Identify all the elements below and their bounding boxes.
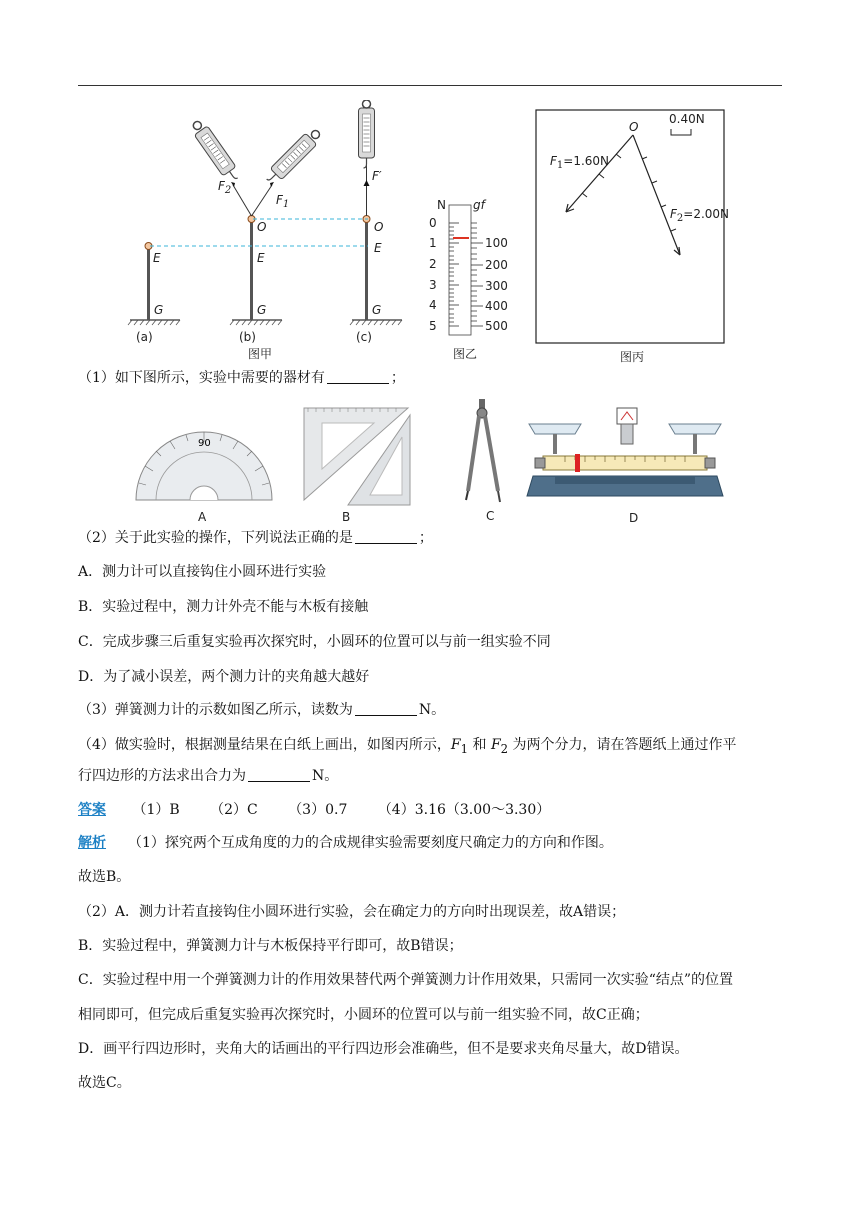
unit-n: N [437,198,446,212]
analysis-line-8: 故选C。 [78,1075,131,1091]
answer-3: （3）0.7 [288,802,348,818]
left-tick-5: 5 [429,319,437,333]
spring-scale-fprime [359,100,375,168]
label-f2: $F_2=2.00N$ [670,207,730,224]
post-a [147,248,150,320]
analysis-line-4: B．实验过程中，弹簧测力计与木板保持平行即可，故B错误； [78,938,463,954]
option-d: D．为了减小误差，两个测力计的夹角越大越好 [78,669,370,685]
right-tick-200: 200 [485,258,508,272]
spring-scale-f1 [263,126,324,187]
right-tick-400: 400 [485,299,508,313]
answer-tag: 答案 [78,802,106,818]
question-4-line2: 行四边形的方法求出合力为 N。 [78,768,339,784]
analysis-line-5: C．实验过程中用一个弹簧测力计的作用效果替代两个弹簧测力计作用效果，只需同一次实验“结点”的位置 [78,972,734,988]
label-o-b: O [257,220,267,234]
caption-yi: 图乙 [453,347,478,361]
question-4-line1: （4）做实验时，根据测量结果在白纸上画出，如图丙所示，$F_1$ 和 $F_2$ 为两个分力，请在答题纸上通过作平 [78,737,737,756]
question-1: （1）如下图所示，实验中需要的器材有 ； [78,370,405,386]
answer-blank-3 [355,701,417,716]
analysis-line-3: （2）A．测力计若直接钩住小圆环进行实验，会在确定力的方向时出现误差，故A错误； [78,904,626,920]
right-tick-500: 500 [485,319,508,333]
label-g-a: G [154,303,164,317]
question-3: （3）弹簧测力计的示数如图乙所示，读数为 N。 [78,702,446,718]
label-f1: $F_1$ [276,193,290,210]
answer-2: （2）C [210,802,258,818]
answer-4: （4）3.16（3.00～3.30） [377,802,551,818]
sub-caption-a: (a) [136,330,153,344]
scale-label: 0.40N [669,112,705,126]
analysis-line-2: 故选B。 [78,869,131,885]
option-c: C．完成步骤三后重复实验再次探究时，小圆环的位置可以与前一组实验不同 [78,634,551,650]
right-tick-100: 100 [485,236,508,250]
spring-scale-f2 [189,118,242,185]
answer-blank-1 [327,369,389,384]
sub-caption-c: (c) [356,330,372,344]
caption-bing: 图丙 [620,350,645,364]
left-tick-1: 1 [429,236,437,250]
analysis-line-7: D．画平行四边形时，夹角大的话画出的平行四边形会准确些，但不是要求夹角尽量大，故D错误。 [78,1041,689,1057]
tool-label-c: C [486,509,495,523]
label-f1: $F_1=1.60N$ [550,154,610,171]
label-e-c: E [374,241,382,255]
question-2: （2）关于此实验的操作，下列说法正确的是 ； [78,530,433,546]
tool-protractor [134,428,274,528]
sub-caption-b: (b) [239,330,256,344]
right-tick-300: 300 [485,279,508,293]
tool-label-a: A [198,510,207,524]
label-g-b: G [257,303,267,317]
answer-blank-2 [355,529,417,544]
left-tick-0: 0 [429,216,437,230]
option-a: A．测力计可以直接钩住小圆环进行实验 [78,564,327,580]
post-b [250,215,253,320]
scale-body [449,205,471,335]
label-o-c: O [374,220,384,234]
left-tick-4: 4 [429,298,437,312]
option-b: B．实验过程中，测力计外壳不能与木板有接触 [78,599,369,615]
left-tick-3: 3 [429,278,437,292]
answer-line [78,800,576,820]
label-e-a: E [153,251,161,265]
label-fprime: F′ [372,169,382,183]
figure-jia [120,100,410,365]
answer-blank-4 [248,767,310,782]
header-rule [78,85,782,86]
tool-set-squares [298,405,418,528]
label-e-b: E [257,251,265,265]
figure-yi [415,195,515,365]
answer-1: （1）B [132,802,180,818]
caption-jia: 图甲 [248,347,273,361]
unit-gf: gf [473,198,485,212]
tool-label-b: B [342,510,351,524]
post-c [365,220,368,320]
tool-balance [525,406,725,528]
label-f2: $F_2$ [218,179,232,196]
tool-label-d: D [629,511,639,525]
label-o: O [629,120,639,134]
label-g-c: G [372,303,382,317]
analysis-line-6: 相同即可，但完成后重复实验再次探究时，小圆环的位置可以与前一组实验不同，故C正确； [78,1007,649,1023]
left-tick-2: 2 [429,257,437,271]
figure-bing [530,105,730,365]
protractor-90: 90 [198,438,211,449]
tool-compass [458,396,508,528]
analysis-line-1: 解析 （1）探究两个互成角度的力的合成规律实验需要刻度尺确定力的方向和作图。 [78,835,613,851]
analysis-tag: 解析 [78,835,106,851]
paper-frame [536,110,724,343]
